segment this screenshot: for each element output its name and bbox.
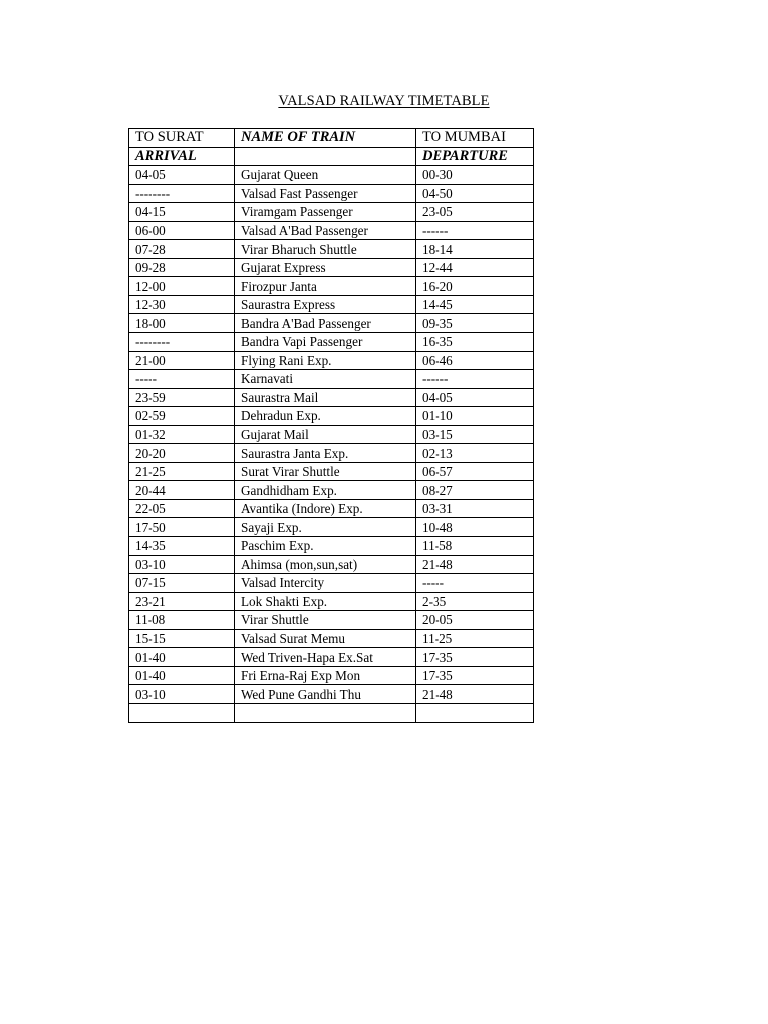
train-name-cell bbox=[235, 703, 416, 722]
table-row bbox=[129, 351, 534, 370]
departure-cell: 02-13 bbox=[416, 444, 534, 463]
departure-cell: 21-48 bbox=[416, 685, 534, 704]
table-row bbox=[129, 629, 534, 648]
arrival-cell: 06-00 bbox=[129, 221, 235, 240]
arrival-cell: 01-40 bbox=[129, 666, 235, 685]
departure-cell: 04-05 bbox=[416, 388, 534, 407]
table-row bbox=[129, 407, 534, 426]
table-row bbox=[129, 537, 534, 556]
train-name-cell: Wed Pune Gandhi Thu bbox=[235, 685, 416, 704]
arrival-cell: 11-08 bbox=[129, 611, 235, 630]
arrival-cell: 01-32 bbox=[129, 425, 235, 444]
arrival-cell: 12-00 bbox=[129, 277, 235, 296]
departure-cell: ------ bbox=[416, 221, 534, 240]
table-row bbox=[129, 388, 534, 407]
arrival-cell: 01-40 bbox=[129, 648, 235, 667]
table-row bbox=[129, 425, 534, 444]
arrival-cell: 12-30 bbox=[129, 295, 235, 314]
arrival-cell: 03-10 bbox=[129, 685, 235, 704]
arrival-cell: 23-21 bbox=[129, 592, 235, 611]
train-name-cell: Karnavati bbox=[235, 370, 416, 389]
table-row bbox=[129, 685, 534, 704]
table-row bbox=[129, 592, 534, 611]
train-name-cell: Lok Shakti Exp. bbox=[235, 592, 416, 611]
arrival-cell: 18-00 bbox=[129, 314, 235, 333]
arrival-cell: ----- bbox=[129, 370, 235, 389]
table-row bbox=[129, 462, 534, 481]
arrival-cell: -------- bbox=[129, 333, 235, 352]
departure-cell: 23-05 bbox=[416, 203, 534, 222]
arrival-cell: 23-59 bbox=[129, 388, 235, 407]
arrival-cell: 07-15 bbox=[129, 574, 235, 593]
departure-cell: 04-50 bbox=[416, 184, 534, 203]
departure-cell: 17-35 bbox=[416, 648, 534, 667]
table-row bbox=[129, 666, 534, 685]
timetable-body bbox=[129, 129, 534, 723]
table-row bbox=[129, 444, 534, 463]
train-name-cell: Viramgam Passenger bbox=[235, 203, 416, 222]
table-row bbox=[129, 184, 534, 203]
departure-cell: 16-20 bbox=[416, 277, 534, 296]
arrival-cell: 15-15 bbox=[129, 629, 235, 648]
train-name-cell: Gujarat Queen bbox=[235, 166, 416, 185]
arrival-cell: 20-20 bbox=[129, 444, 235, 463]
departure-cell: 01-10 bbox=[416, 407, 534, 426]
train-name-cell: Virar Shuttle bbox=[235, 611, 416, 630]
departure-cell: 17-35 bbox=[416, 666, 534, 685]
arrival-cell: 02-59 bbox=[129, 407, 235, 426]
train-name-cell: Valsad Intercity bbox=[235, 574, 416, 593]
table-row bbox=[129, 314, 534, 333]
departure-cell: 20-05 bbox=[416, 611, 534, 630]
arrival-cell: 03-10 bbox=[129, 555, 235, 574]
departure-cell: 2-35 bbox=[416, 592, 534, 611]
page-title: VALSAD RAILWAY TIMETABLE bbox=[278, 93, 490, 109]
header-row bbox=[129, 129, 534, 148]
arrival-cell: -------- bbox=[129, 184, 235, 203]
arrival-cell: 20-44 bbox=[129, 481, 235, 500]
train-name-cell: Sayaji Exp. bbox=[235, 518, 416, 537]
table-row bbox=[129, 333, 534, 352]
departure-cell: 03-15 bbox=[416, 425, 534, 444]
train-name-cell: Surat Virar Shuttle bbox=[235, 462, 416, 481]
train-name-cell: Flying Rani Exp. bbox=[235, 351, 416, 370]
train-name-cell: Saurastra Mail bbox=[235, 388, 416, 407]
header-departure: DEPARTURE bbox=[416, 147, 534, 166]
arrival-cell: 14-35 bbox=[129, 537, 235, 556]
departure-cell: 18-14 bbox=[416, 240, 534, 259]
header-blank bbox=[235, 147, 416, 166]
table-row bbox=[129, 277, 534, 296]
train-name-cell: Paschim Exp. bbox=[235, 537, 416, 556]
departure-cell: 16-35 bbox=[416, 333, 534, 352]
table-row bbox=[129, 499, 534, 518]
train-name-cell: Avantika (Indore) Exp. bbox=[235, 499, 416, 518]
subheader-row bbox=[129, 147, 534, 166]
departure-cell: 00-30 bbox=[416, 166, 534, 185]
table-row bbox=[129, 555, 534, 574]
header-to-mumbai: TO MUMBAI bbox=[416, 129, 534, 148]
departure-cell: 11-58 bbox=[416, 537, 534, 556]
table-row bbox=[129, 258, 534, 277]
train-name-cell: Wed Triven-Hapa Ex.Sat bbox=[235, 648, 416, 667]
table-row bbox=[129, 295, 534, 314]
departure-cell: 12-44 bbox=[416, 258, 534, 277]
header-to-surat: TO SURAT bbox=[129, 129, 235, 148]
train-name-cell: Saurastra Janta Exp. bbox=[235, 444, 416, 463]
timetable bbox=[128, 128, 534, 723]
departure-cell: 09-35 bbox=[416, 314, 534, 333]
table-row bbox=[129, 518, 534, 537]
departure-cell: 03-31 bbox=[416, 499, 534, 518]
table-row bbox=[129, 240, 534, 259]
departure-cell: 08-27 bbox=[416, 481, 534, 500]
table-row bbox=[129, 481, 534, 500]
table-row bbox=[129, 221, 534, 240]
arrival-cell: 04-15 bbox=[129, 203, 235, 222]
departure-cell bbox=[416, 703, 534, 722]
table-row bbox=[129, 611, 534, 630]
table-row bbox=[129, 648, 534, 667]
train-name-cell: Valsad Surat Memu bbox=[235, 629, 416, 648]
arrival-cell: 09-28 bbox=[129, 258, 235, 277]
departure-cell: 11-25 bbox=[416, 629, 534, 648]
arrival-cell: 04-05 bbox=[129, 166, 235, 185]
train-name-cell: Bandra Vapi Passenger bbox=[235, 333, 416, 352]
departure-cell: 06-46 bbox=[416, 351, 534, 370]
departure-cell: 06-57 bbox=[416, 462, 534, 481]
train-name-cell: Valsad A'Bad Passenger bbox=[235, 221, 416, 240]
train-name-cell: Gujarat Express bbox=[235, 258, 416, 277]
train-name-cell: Fri Erna-Raj Exp Mon bbox=[235, 666, 416, 685]
train-name-cell: Gujarat Mail bbox=[235, 425, 416, 444]
train-name-cell: Bandra A'Bad Passenger bbox=[235, 314, 416, 333]
arrival-cell: 22-05 bbox=[129, 499, 235, 518]
train-name-cell: Virar Bharuch Shuttle bbox=[235, 240, 416, 259]
arrival-cell: 21-00 bbox=[129, 351, 235, 370]
table-row bbox=[129, 370, 534, 389]
train-name-cell: Firozpur Janta bbox=[235, 277, 416, 296]
train-name-cell: Valsad Fast Passenger bbox=[235, 184, 416, 203]
departure-cell: ------ bbox=[416, 370, 534, 389]
train-name-cell: Saurastra Express bbox=[235, 295, 416, 314]
train-name-cell: Dehradun Exp. bbox=[235, 407, 416, 426]
table-row bbox=[129, 574, 534, 593]
departure-cell: ----- bbox=[416, 574, 534, 593]
train-name-cell: Ahimsa (mon,sun,sat) bbox=[235, 555, 416, 574]
arrival-cell: 21-25 bbox=[129, 462, 235, 481]
table-row bbox=[129, 703, 534, 722]
header-name-of-train: NAME OF TRAIN bbox=[235, 129, 416, 148]
arrival-cell: 17-50 bbox=[129, 518, 235, 537]
departure-cell: 14-45 bbox=[416, 295, 534, 314]
departure-cell: 21-48 bbox=[416, 555, 534, 574]
departure-cell: 10-48 bbox=[416, 518, 534, 537]
arrival-cell bbox=[129, 703, 235, 722]
train-name-cell: Gandhidham Exp. bbox=[235, 481, 416, 500]
header-arrival: ARRIVAL bbox=[129, 147, 235, 166]
table-row bbox=[129, 166, 534, 185]
arrival-cell: 07-28 bbox=[129, 240, 235, 259]
table-row bbox=[129, 203, 534, 222]
